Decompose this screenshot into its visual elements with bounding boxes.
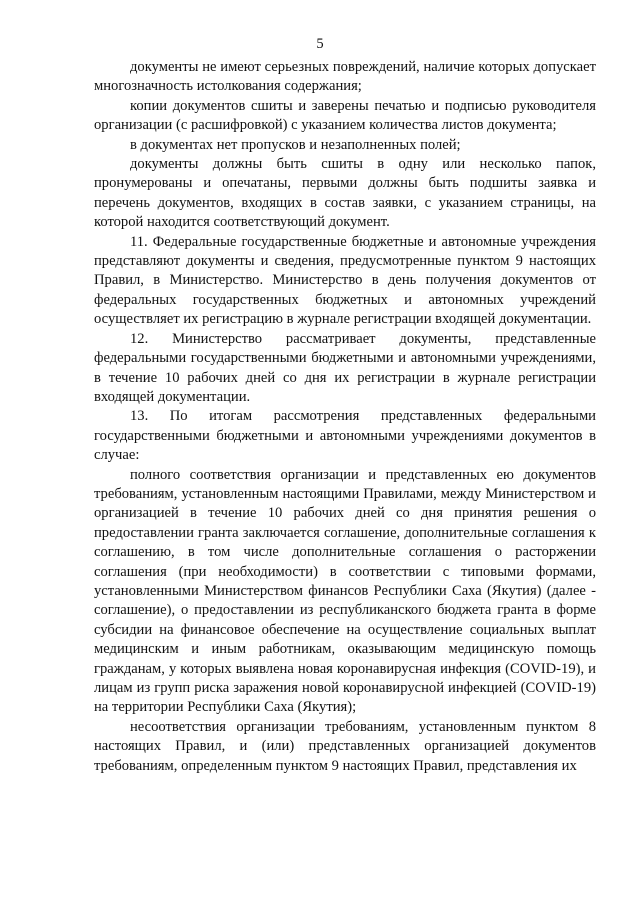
paragraph-full-compliance: полного соответствия организации и представленных ею документов требованиям, установленным настоящими Правилами, между Министерством и организацией в течение 10 рабочих дней со дня принятия решения о предоставлении гранта заключается соглашение, дополнительные соглашения к соглашению, в том числе дополнительные соглашения о расторжении соглашения (при необходимости) в соответствии с типовыми формами, установленными Министерством финансов Республики Саха (Якутия) (далее - соглашение), о предоставлении из республиканского бюджета гранта в форме субсидии на финансовое обеспечение на осуществление социальных выплат медицинским и иным работникам, оказывающим медицинскую помощь гражданам, у которых выявлена новая коронавирусная инфекция (COVID-19), и лицам из групп риска заражения новой коронавирусной инфекцией (COVID-19) на территории Республики Саха (Якутия); xyxy=(94,466,596,716)
paragraph-non-compliance: несоответствия организации требованиям, установленным пунктом 8 настоящих Правил, и (или) представленных организацией документов требованиям, определенным пунктом 9 настоящих Правил, представления их xyxy=(94,718,596,774)
paragraph-copies-certified: копии документов сшиты и заверены печатью и подписью руководителя организации (с расшифровкой) с указанием количества листов документа; xyxy=(94,97,596,134)
document-body xyxy=(94,58,596,776)
paragraph-documents-undamaged: документы не имеют серьезных повреждений, наличие которых допускает многозначность истолкования содержания; xyxy=(94,59,596,95)
paragraph-clause-11: 11. Федеральные государственные бюджетные и автономные учреждения представляют документы и сведения, предусмотренные пунктом 9 настоящих Правил, в Министерство. Министерство в день получения документов от федеральных государственных бюджетных и автономных учреждений осуществляет их регистрацию в журнале регистрации входящей документации. xyxy=(94,233,596,328)
paragraph-folders-sewn: документы должны быть сшиты в одну или несколько папок, пронумерованы и опечатаны, первыми должны быть подшиты заявка и перечень документов, входящих в состав заявки, с указанием страницы, на которой находится соответствующий документ. xyxy=(94,156,596,231)
paragraph-clause-12: 12. Министерство рассматривает документы, представленные федеральными государственными бюджетными и автономными учреждениями, в течение 10 рабочих дней со дня их регистрации в журнале регистрации входящей документации. xyxy=(94,330,596,405)
page-number: 5 xyxy=(316,36,324,52)
paragraph-no-gaps: в документах нет пропусков и незаполненных полей; xyxy=(130,136,461,153)
paragraph-clause-13: 13. По итогам рассмотрения представленных федеральными государственными бюджетными и автономными учреждениями документов в случае: xyxy=(94,408,596,464)
